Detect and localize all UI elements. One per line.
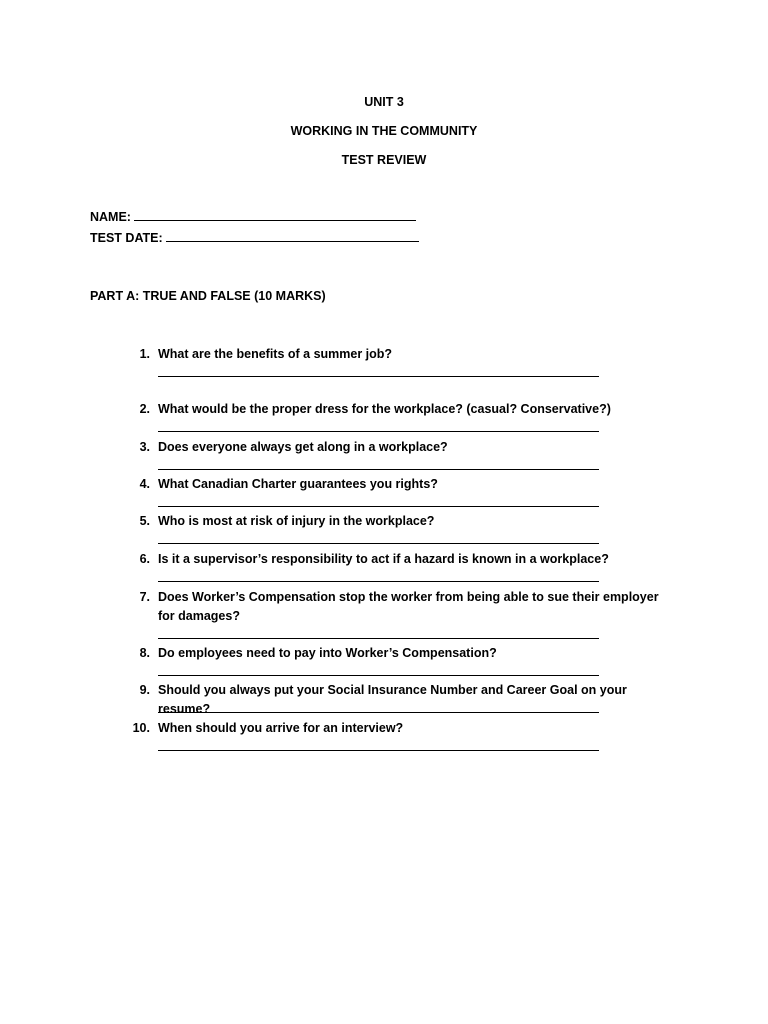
question-number: 4. <box>139 477 150 491</box>
test-date-blank-line[interactable] <box>166 230 419 242</box>
answer-line[interactable] <box>158 431 599 432</box>
question-item <box>132 475 692 509</box>
question-text: Who is most at risk of injury in the workplace? <box>158 514 435 528</box>
unit-heading: UNIT 3 <box>364 95 404 109</box>
question-text: Is it a supervisor’s responsibility to act if a hazard is known in a workplace? <box>158 552 609 566</box>
question-number: 9. <box>139 683 150 697</box>
question-text: Does Worker’s Compensation stop the worker from being able to sue their employer for damages? <box>158 590 659 623</box>
answer-line[interactable] <box>158 675 599 676</box>
question-number: 10. <box>132 721 150 735</box>
question-item <box>132 345 692 379</box>
question-number: 3. <box>139 440 150 454</box>
question-number: 8. <box>139 646 150 660</box>
answer-line[interactable] <box>158 750 599 751</box>
question-text: Do employees need to pay into Worker’s Compensation? <box>158 646 497 660</box>
question-item <box>132 681 692 715</box>
question-text: When should you arrive for an interview? <box>158 721 404 735</box>
test-date-label: TEST DATE: <box>90 231 163 245</box>
question-number: 5. <box>139 514 150 528</box>
question-number: 6. <box>139 552 150 566</box>
question-number: 7. <box>139 590 150 604</box>
answer-line[interactable] <box>158 712 599 713</box>
answer-line[interactable] <box>158 581 599 582</box>
question-text: What are the benefits of a summer job? <box>158 347 393 361</box>
name-field <box>90 209 416 225</box>
answer-line[interactable] <box>158 506 599 507</box>
question-item <box>132 400 692 434</box>
question-number: 1. <box>139 347 150 361</box>
name-blank-line[interactable] <box>134 209 416 221</box>
question-text: Should you always put your Social Insurance Number and Career Goal on your resume? <box>158 683 627 716</box>
question-item <box>132 438 692 472</box>
part-a-heading: PART A: TRUE AND FALSE (10 MARKS) <box>90 289 326 303</box>
answer-line[interactable] <box>158 376 599 377</box>
name-label: NAME: <box>90 210 131 224</box>
question-text: What Canadian Charter guarantees you rights? <box>158 477 438 491</box>
question-item <box>132 588 692 642</box>
question-number: 2. <box>139 402 150 416</box>
test-date-field <box>90 230 419 246</box>
question-item <box>132 550 692 584</box>
answer-line[interactable] <box>158 543 599 544</box>
question-text: Does everyone always get along in a workplace? <box>158 440 448 454</box>
answer-line[interactable] <box>158 469 599 470</box>
question-item <box>132 644 692 678</box>
question-item <box>132 719 692 753</box>
question-text: What would be the proper dress for the workplace? (casual? Conservative?) <box>158 402 611 416</box>
answer-line[interactable] <box>158 638 599 639</box>
question-item <box>132 512 692 546</box>
document-title: WORKING IN THE COMMUNITY <box>290 124 478 138</box>
document-subtitle: TEST REVIEW <box>341 153 427 167</box>
